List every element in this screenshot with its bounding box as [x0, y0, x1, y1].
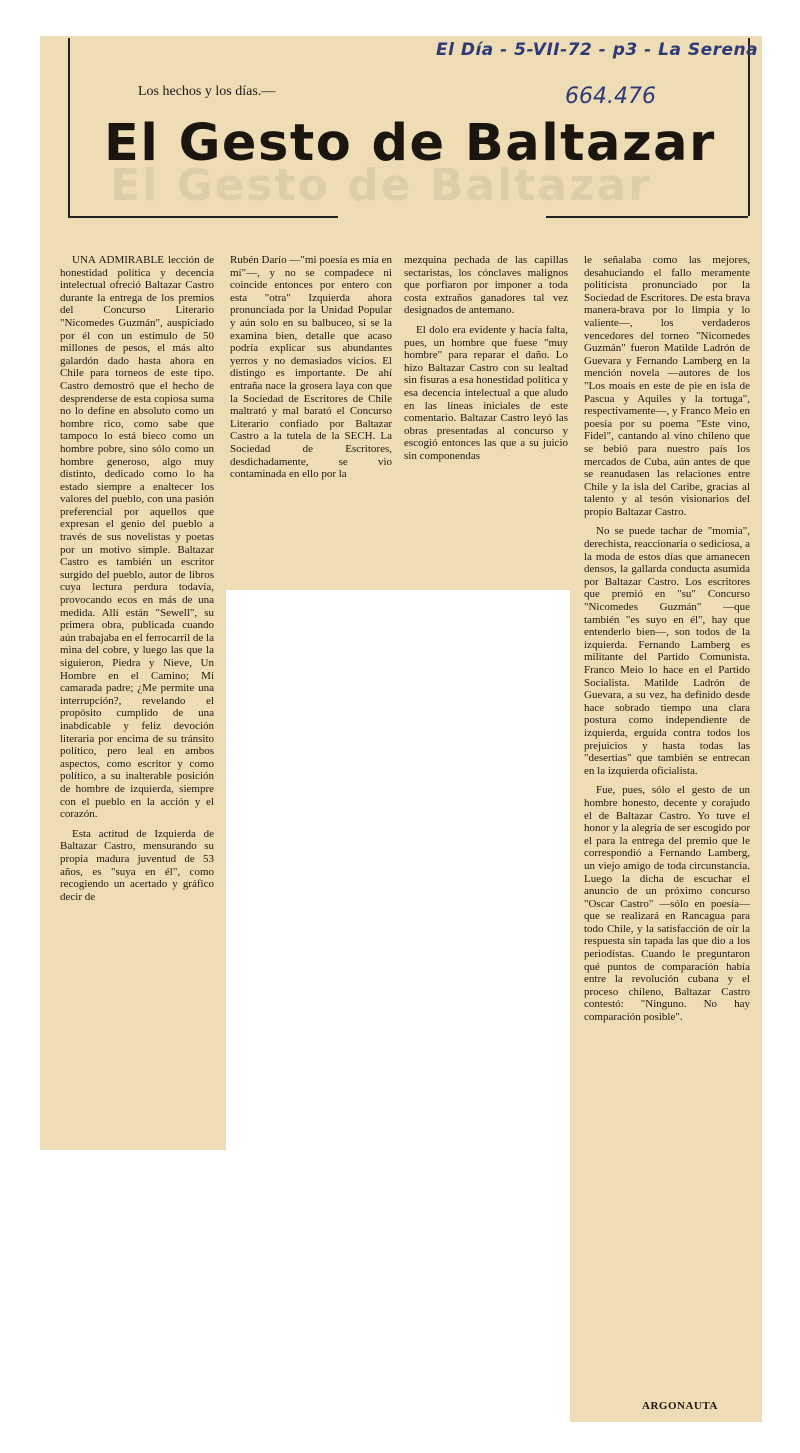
paragraph: le señalaba como las mejores, desahuciando el fallo meramente politicista pronunciado por la Sociedad de Escritores. De esta brava manera-brava por lo limpia y lo valiente—, los verdaderos vencedores del torneo "Nicomedes Guzmán" fueron Matilde Ladrón de Guevara y Fernando Lamberg en la mención novela —autores de los "Los moais en este de pie en isla de Pascua y Aquiles y la tortuga", respectivamente—, y Franco Meio en poesía por su poema "Este vino, Fidel", cantando al vino chileno que se bebió para nuestro país los mercados de Cuba, aún antes de que se reanudasen las relaciones entre Chile y la isla del Caribe, gracias al talento y al tesón visionarios del propio Baltazar Castro. [584, 254, 750, 518]
article-headline: El Gesto de Baltazar [104, 114, 716, 173]
article-column-1 [60, 254, 214, 910]
headline-rule-left [68, 216, 338, 218]
paragraph: mezquina pechada de las capillas sectaristas, los cónclaves malignos que porfiaron por imponer a toda costa extraños ganadores tal vez designados de antemano. [404, 254, 568, 317]
paragraph: Fue, pues, sólo el gesto de un hombre honesto, decente y corajudo el de Baltazar Castro. Yo tuve el honor y la alegría de ser escogido por el para la entrega del premio que le correspondió a Fernando Lamberg, un viejo amigo de toda circunstancia. Luego la dicha de escuchar el anuncio de un próximo concurso "Oscar Castro" —sólo en poesía— que se realizará en Rancagua para todo Chile, y la satisfacción de oír la respuesta sin tapada las que dio a los periodistas. Cuando le preguntaron qué puntos de comparación había entre la revolución cubana y el proceso chileno, Baltazar Castro contestó: "Ninguno. No hay comparación posible". [584, 784, 750, 1024]
handwritten-source-note: El Día - 5-VII-72 - p3 - La Serena [436, 40, 759, 60]
paragraph: El dolo era evidente y hacía falta, pues, un hombre que fuese "muy hombre" para reparar el daño. Lo hizo Baltazar Castro con su lealtad sin fisuras a esa honestidad política y esa decencia intelectual a que aludo en las líneas iniciales de este comentario. Baltazar Castro leyó las obras presentadas al concurso y escogió entonces las que a su juicio sin componendas [404, 323, 568, 462]
paragraph: Rubén Darío —"mi poesía es mía en mí"—, y no se compadece ni coincide entonces por entero con esta "otra" Izquierda ahora pronunciada por la Unidad Popular y aún solo en su balbuceo, si se la examina bien, detalle que acaso podría explicar sus abundantes yerros y no demasiados vicios. El distingo es importante. De ahí entraña nace la grosera laya con que la Sociedad de Escritores de Chile maltrató y mal barató el Concurso Literario confiado por Baltazar Castro a la tutela de la SECH. La Sociedad de Escritores, desdichadamente, se vio contaminada en ello por la [230, 254, 392, 481]
handwritten-catalog-number: 664.476 [565, 84, 656, 109]
article-column-4 [584, 254, 750, 1031]
section-kicker: Los hechos y los días.— [138, 84, 276, 99]
paragraph: UNA ADMIRABLE lección de honestidad política y decencia intelectual ofreció Baltazar Castro durante la entrega de los premios del Concurso Literario "Nicomedes Guzmán", auspiciado por él con un estímulo de 50 millones de pesos, el más alto galardón dado hasta ahora en Chile para torneos de este tipo. Castro demostró que el hecho de desprenderse de esta copiosa suma no lo define en absoluto como un hombre rico, como sabe que tampoco lo está bieco como un hombre pobre, sino sólo como un hombre generoso, algo muy distinto, dedicado como lo ha estado siempre a enaltecer los valores del pueblo, con una pasión preferencial por aquellos que expresan el genio del pueblo a través de sus novelistas y poetas por un motivo simple. Baltazar Castro es también un escritor surgido del pueblo, autor de libros cuya lectura perdura todavía, provocando ecos en más de una medida. Allí están "Sewell", su primera obra, publicada cuando aún trabajaba en el ferrocarril de la mina del cobre, y luego las que la siguieron, Piedra y Nieve, Un Hombre en el Camino; Mi camarada padre; ¿Me permite una interrupción?, revelando el propósito cumplido de una inabdicable y feliz devoción literaria por encima de su tránsito político, pero leal en ambos aspectos, como escritor y como político, a su inalterable posición de hombre de izquierda, siempre con el pueblo en la acción y el corazón. [60, 254, 214, 821]
article-column-2 [230, 254, 392, 488]
headline-rule-right [546, 216, 748, 218]
paragraph: Esta actitud de Izquierda de Baltazar Castro, mensurando su propia madura juventud de 53 años, es "suya en él", como recogiendo un acertado y gráfico decir de [60, 827, 214, 903]
paragraph: No se puede tachar de "momia", derechista, reaccionaria o sediciosa, a la moda de estos días que amanecen densos, la gallarda conducta asumida por Baltazar Castro. Los escritores que premió en "su" Concurso "Nicomedes Guzmán" —que también "es suyo en él", hay que entenderlo bien—, son todos de la izquierda. Fernando Lamberg es militante del Partido Comunista. Franco Meio lo hace en el Partido Socialista. Matilde Ladrón de Guevara, a su vez, ha definido desde hace sobrado tiempo una clara postura como independiente de izquierda, erguida contra todos los prejuicios y hasta todas las "desertias" que también se entrecan en la izquierda oficialista. [584, 525, 750, 777]
article-column-3 [404, 254, 568, 470]
show-through-ghost-headline: El Gesto de Baltazar [110, 160, 652, 211]
author-signature: ARGONAUTA [642, 1400, 718, 1412]
